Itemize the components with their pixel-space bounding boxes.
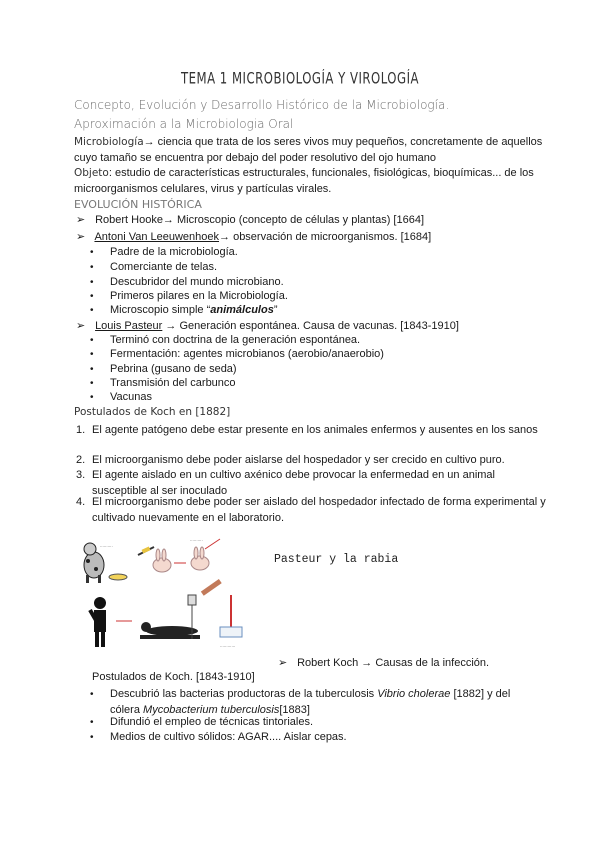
list-item-microscopio: • Microscopio simple “animálculos” xyxy=(92,304,278,316)
rabbit-icon xyxy=(153,549,171,572)
svg-text:............: ............ xyxy=(220,643,236,648)
mycobacterium-em: Mycobacterium tuberculosis xyxy=(143,704,280,716)
rabbit-icon xyxy=(191,547,209,570)
figure-caption: Pasteur y la rabia xyxy=(274,553,399,566)
list-item: • Difundió el empleo de técnicas tintoriales. xyxy=(92,716,313,728)
petri-dish-icon xyxy=(109,574,127,580)
robert-koch-text: Robert Koch → Causas de la infección. xyxy=(297,657,490,669)
list-item: • Primeros pilares en la Microbiología. xyxy=(92,290,288,302)
list-item: • Pebrina (gusano de seda) xyxy=(92,363,237,375)
list-item: • Vacunas xyxy=(92,391,152,403)
subtitle-concepto: Concepto, Evolución y Desarrollo Histórico de la Microbiología. xyxy=(74,98,450,112)
list-item: • Terminó con doctrina de la generación espontánea. xyxy=(92,334,360,346)
animalculos-em: animálculos xyxy=(210,304,274,316)
pasteur-text: → Generación espontánea. Causa de vacunas. [1843-1910] xyxy=(162,320,459,332)
postulate-2: 2. El microorganismo debe poder aislarse del hospedador y ser crecido en cultivo puro. xyxy=(76,454,505,466)
pasteur-name: Louis Pasteur xyxy=(95,320,163,332)
robert-koch-item xyxy=(278,656,489,672)
postulate-1: 1. El agente patógeno debe estar presente en los animales enfermos y ausentes en los sanos xyxy=(76,424,538,436)
list-item: • Padre de la microbiología. xyxy=(92,246,238,258)
list-item: • Descubridor del mundo microbiano. xyxy=(92,276,284,288)
page-title: TEMA 1 MICROBIOLOGÍA Y VIROLOGÍA xyxy=(180,70,420,89)
list-item-tuberculosis: • Descubrió las bacterias productoras de la tuberculosis Vibrio cholerae [1882] y del cólera Mycobacterium tuberculosis[1883] xyxy=(92,686,532,718)
svg-text:..........: .......... xyxy=(100,543,113,548)
arrow-bullet-icon: ➢ xyxy=(76,214,86,226)
postulate-4: 4. El microorganismo debe poder ser aislado del hospedador infectado de forma experimental y cultivado nuevamente en el laboratorio. xyxy=(76,496,546,524)
subtitle-aproximacion: Aproximación a la Microbiologia Oral xyxy=(74,117,294,131)
patient-bed-icon xyxy=(140,595,200,639)
koch-heading: Postulados de Koch en [1882] xyxy=(74,406,231,418)
microbiologia-label: Microbiología xyxy=(74,136,144,148)
definition-objeto xyxy=(74,165,544,197)
syringe-icon xyxy=(138,546,154,555)
definition-microbiologia xyxy=(74,134,544,166)
arrow-bullet-icon: ➢ xyxy=(76,231,86,243)
leeuwenhoek-name: Antoni Van Leeuwenhoek xyxy=(94,231,220,243)
vibrio-em: Vibrio cholerae xyxy=(377,688,451,700)
arrow-bullet-icon: ➢ xyxy=(76,320,86,332)
list-item: • Transmisión del carbunco xyxy=(92,377,236,389)
objeto-text: : estudio de características estructurales, funcionales, fisiológicas, bioquímicas... de los microorganismos celulares, virus y partículas virales. xyxy=(74,167,534,195)
pasteur-rabies-diagram xyxy=(80,535,262,657)
list-item: • Comerciante de telas. xyxy=(92,261,217,273)
leeuwenhoek-text: → observación de microorganismos. [1684] xyxy=(219,231,432,243)
list-item: • Medios de cultivo sólidos: AGAR.... Aislar cepas. xyxy=(92,731,347,743)
spinal-cord-icon xyxy=(201,579,242,637)
dog-icon xyxy=(84,543,104,583)
pasteur-item xyxy=(76,319,459,335)
list-item: • Fermentación: agentes microbianos (aerobio/anaerobio) xyxy=(92,348,384,360)
evolucion-heading: EVOLUCIÓN HISTÓRICA xyxy=(74,198,202,211)
hooke-text: Robert Hooke→ Microscopio (concepto de células y plantas) [1664] xyxy=(95,214,425,226)
objeto-label: Objeto xyxy=(74,167,109,179)
postulate-3: 3. El agente aislado en un cultivo axénico debe provocar la enfermedad en un animal susceptible al ser inoculado xyxy=(76,469,495,497)
arrow-bullet-icon: ➢ xyxy=(278,657,288,669)
svg-text:..........: .......... xyxy=(190,537,203,542)
koch-postulates-line: Postulados de Koch. [1843-1910] xyxy=(92,671,255,683)
rabies-illustration xyxy=(80,535,262,657)
person-icon xyxy=(88,597,106,647)
hooke-item xyxy=(76,213,424,229)
microbiologia-text: → ciencia que trata de los seres vivos muy pequeños, concretamente de aquellos cuyo tamaño se encuentra por debajo del poder resolutivo del ojo humano xyxy=(74,136,543,164)
leeuwenhoek-item xyxy=(76,230,431,246)
